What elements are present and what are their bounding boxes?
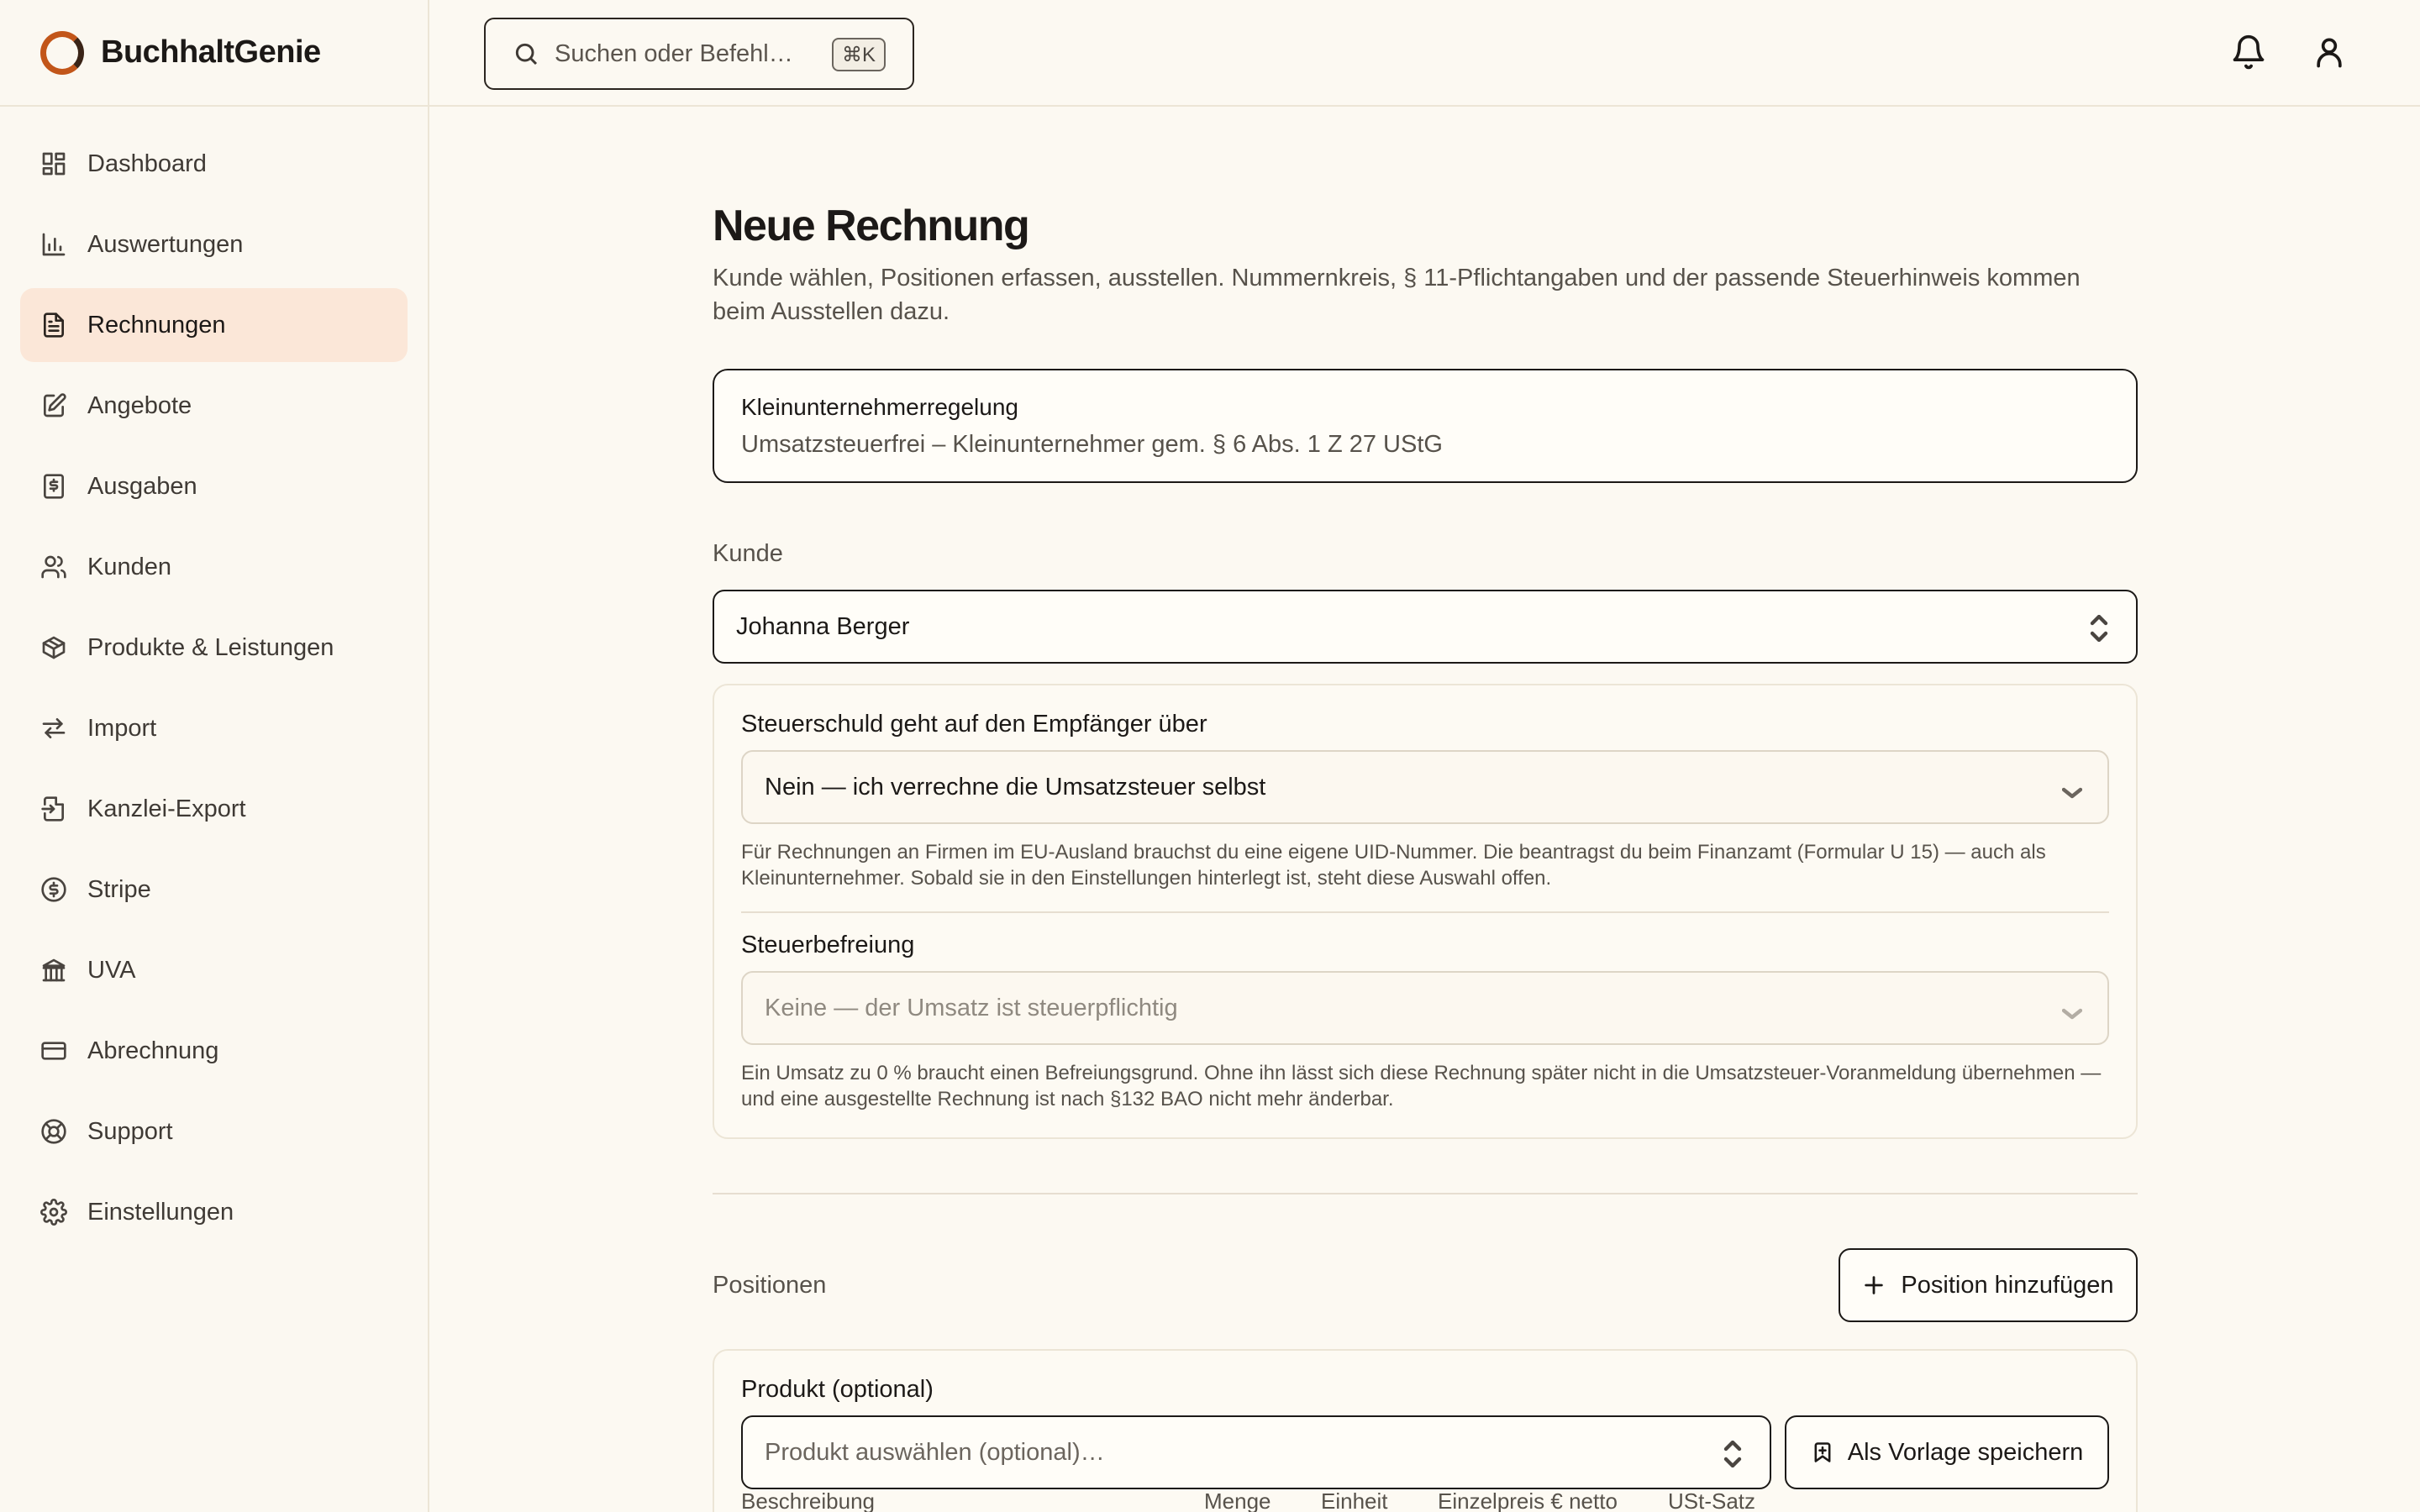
sidebar-item-label: Support	[87, 1117, 173, 1145]
lifebuoy-icon	[40, 1118, 67, 1145]
add-position-label: Position hinzufügen	[1901, 1271, 2114, 1299]
kleinunternehmer-info-box	[713, 369, 2138, 483]
sidebar-item-uva[interactable]	[20, 933, 408, 1007]
column-header-einheit: Einheit	[1321, 1488, 1388, 1512]
search-shortcut-badge: ⌘K	[832, 38, 886, 71]
sidebar-item-label: Kunden	[87, 553, 171, 580]
sidebar-nav	[0, 107, 428, 1249]
sidebar-item-label: Auswertungen	[87, 230, 244, 258]
exemption-value: Keine — der Umsatz ist steuerpflichtig	[765, 994, 1178, 1021]
customer-select-value: Johanna Berger	[736, 612, 910, 640]
file-export-icon	[40, 795, 67, 822]
sidebar-item-kunden[interactable]	[20, 530, 408, 604]
reverse-charge-value: Nein — ich verrechne die Umsatzsteuer selbst	[765, 773, 1266, 801]
reverse-charge-hint: Für Rechnungen an Firmen im EU-Ausland brauchst du eine eigene UID-Nummer. Die beantragst du beim Finanzamt (Formular U 15) — auch als Kleinunternehmer. Sobald sie in den Einstellungen hinterlegt ist, steht diese Auswahl offen.	[741, 841, 2046, 890]
brand-logo	[40, 31, 84, 75]
notifications-button[interactable]	[2230, 34, 2267, 71]
sidebar-item-support[interactable]	[20, 1095, 408, 1168]
package-icon	[40, 634, 67, 661]
credit-card-icon	[40, 1037, 67, 1064]
top-bar	[429, 0, 2420, 107]
arrows-swap-icon	[40, 715, 67, 742]
tax-settings-card	[713, 684, 2138, 1139]
bank-icon	[40, 957, 67, 984]
save-template-label: Als Vorlage speichern	[1847, 1438, 2084, 1466]
info-box-title: Kleinunternehmerregelung	[741, 394, 1018, 420]
brand[interactable]	[0, 0, 428, 107]
customer-label: Kunde	[713, 540, 783, 567]
sidebar-item-label: Einstellungen	[87, 1198, 234, 1226]
sidebar-item-label: UVA	[87, 956, 136, 984]
sidebar-item-import[interactable]	[20, 691, 408, 765]
chevron-down-icon	[2062, 1001, 2082, 1018]
product-label: Produkt (optional)	[741, 1376, 934, 1403]
exemption-select[interactable]	[741, 971, 2109, 1045]
sidebar-item-label: Dashboard	[87, 150, 207, 177]
sidebar-item-einstellungen[interactable]	[20, 1175, 408, 1249]
search-icon	[513, 40, 539, 67]
reverse-charge-label: Steuerschuld geht auf den Empfänger über	[741, 711, 1207, 738]
chevrons-up-down-icon	[1721, 1441, 1744, 1467]
sidebar-item-dashboard[interactable]	[20, 127, 408, 201]
sidebar-item-stripe[interactable]	[20, 853, 408, 927]
divider	[741, 911, 2109, 913]
receipt-dollar-icon	[40, 473, 67, 500]
gear-icon	[40, 1199, 67, 1226]
sidebar-item-abrechnung[interactable]	[20, 1014, 408, 1088]
reverse-charge-select[interactable]	[741, 750, 2109, 824]
bookmark-plus-icon	[1811, 1440, 1834, 1465]
sidebar-item-label: Stripe	[87, 875, 151, 903]
add-position-button[interactable]	[1839, 1248, 2138, 1322]
column-header-ust-satz: USt-Satz	[1668, 1488, 1756, 1512]
dashboard-icon	[40, 150, 67, 177]
exemption-label: Steuerbefreiung	[741, 932, 915, 958]
search-input[interactable]	[484, 18, 914, 90]
sidebar-item-angebote[interactable]	[20, 369, 408, 443]
column-header-einzelpreis: Einzelpreis € netto	[1438, 1488, 1618, 1512]
user-menu-button[interactable]	[2311, 34, 2348, 71]
sidebar-item-label: Import	[87, 714, 157, 742]
search-placeholder: Suchen oder Befehl…	[555, 39, 793, 67]
document-icon	[40, 312, 67, 339]
user-icon	[2311, 34, 2348, 71]
sidebar-item-produkte[interactable]	[20, 611, 408, 685]
plus-icon	[1862, 1273, 1886, 1297]
product-select-placeholder: Produkt auswählen (optional)…	[765, 1438, 1105, 1466]
sidebar-item-label: Ausgaben	[87, 472, 197, 500]
divider	[713, 1193, 2138, 1194]
bell-icon	[2230, 34, 2267, 71]
page-title: Neue Rechnung	[713, 202, 1029, 250]
positions-header	[713, 1248, 2138, 1322]
brand-name: BuchhaltGenie	[101, 34, 321, 70]
position-card	[713, 1349, 2138, 1512]
sidebar-item-label: Kanzlei-Export	[87, 795, 246, 822]
customer-select[interactable]	[713, 590, 2138, 664]
sidebar-item-label: Produkte & Leistungen	[87, 633, 334, 661]
sidebar-item-auswertungen[interactable]	[20, 207, 408, 281]
exemption-hint: Ein Umsatz zu 0 % braucht einen Befreiungsgrund. Ohne ihn lässt sich diese Rechnung später nicht in die Umsatzsteuer-Voranmeldung übernehmen — und eine ausgestellte Rechnung ist nach §132 BAO nicht mehr änderbar.	[741, 1062, 2102, 1110]
chevron-down-icon	[2062, 780, 2082, 797]
main-content	[713, 107, 2138, 1512]
bar-chart-icon	[40, 231, 67, 258]
save-template-button[interactable]	[1785, 1415, 2109, 1489]
dollar-circle-icon	[40, 876, 67, 903]
product-row	[741, 1415, 2109, 1489]
column-header-menge: Menge	[1204, 1488, 1271, 1512]
sidebar	[0, 0, 429, 1512]
product-select[interactable]	[741, 1415, 1771, 1489]
users-icon	[40, 554, 67, 580]
page-description: Kunde wählen, Positionen erfassen, ausstellen. Nummernkreis, § 11-Pflichtangaben und der passende Steuerhinweis kommen beim Ausstellen dazu.	[713, 265, 2081, 325]
info-box-text: Umsatzsteuerfrei – Kleinunternehmer gem. § 6 Abs. 1 Z 27 UStG	[741, 431, 1443, 458]
column-header-beschreibung: Beschreibung	[741, 1488, 875, 1512]
sidebar-item-ausgaben[interactable]	[20, 449, 408, 523]
sidebar-item-label: Rechnungen	[87, 311, 226, 339]
sidebar-item-label: Angebote	[87, 391, 192, 419]
edit-document-icon	[40, 392, 67, 419]
sidebar-item-kanzlei-export[interactable]	[20, 772, 408, 846]
positions-label: Positionen	[713, 1272, 827, 1299]
sidebar-item-label: Abrechnung	[87, 1037, 219, 1064]
chevrons-up-down-icon	[2087, 615, 2111, 642]
sidebar-item-rechnungen[interactable]	[20, 288, 408, 362]
